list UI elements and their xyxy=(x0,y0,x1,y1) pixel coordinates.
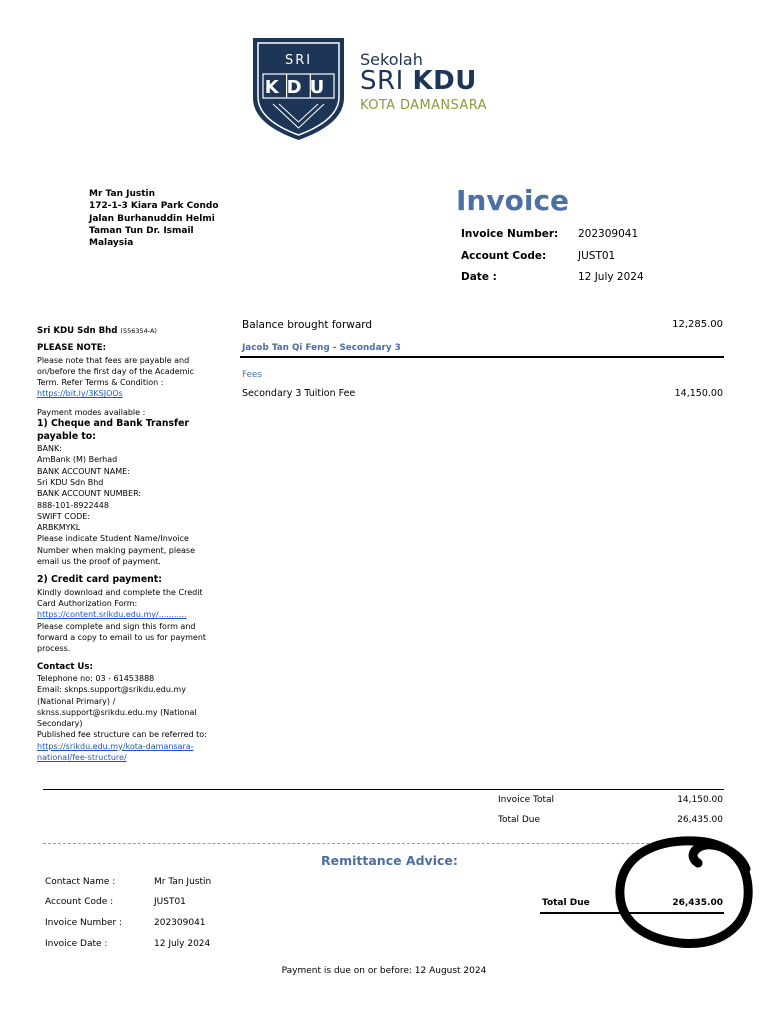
balance-brought-forward-value: 12,285.00 xyxy=(672,319,723,330)
recipient-name: Mr Tan Justin xyxy=(89,189,156,199)
invoice-total-value: 14,150.00 xyxy=(677,795,723,805)
contact-email: Email: sknps.support@srikdu.edu.my (National Primary) / sknss.support@srikdu.edu.my (National Secondary) xyxy=(37,685,197,729)
bank-line: AmBank (M) Berhad xyxy=(37,455,118,465)
totals-divider xyxy=(43,789,724,790)
recipient-address xyxy=(89,188,219,249)
please-note-title: PLEASE NOTE: xyxy=(37,343,107,354)
bank-line: 888-101-8922448 xyxy=(37,500,109,510)
total-due-value: 26,435.00 xyxy=(677,815,723,825)
company-name: Sri KDU Sdn Bhd (556354-A) xyxy=(37,326,157,336)
bank-line: BANK: xyxy=(37,444,62,454)
fees-section-label: Fees xyxy=(242,370,262,380)
please-note-text: Please note that fees are payable and on/before the first day of the Academic Term. Refer Terms & Condition : xyxy=(37,355,195,388)
indicate-text: Please indicate Student Name/Invoice Number when making payment, please email us the proof of payment. xyxy=(37,534,196,567)
invoice-number-label: Invoice Number: xyxy=(461,228,559,240)
total-due-label: Total Due xyxy=(498,815,541,825)
bank-line: Sri KDU Sdn Bhd xyxy=(37,477,104,487)
address-line: Malaysia xyxy=(89,238,134,249)
fee-item-description: Secondary 3 Tuition Fee xyxy=(242,388,356,399)
payment-modes-text: Payment modes available : xyxy=(37,407,146,417)
student-name: Jacob Tan Qi Feng - Secondary 3 xyxy=(242,343,401,353)
account-code-label: Account Code: xyxy=(461,250,547,262)
svg-text:SRI: SRI xyxy=(284,53,313,68)
fee-structure-link[interactable]: https://srikdu.edu.my/kota-damansara-national/fee-structure/ xyxy=(37,741,194,762)
handdrawn-circle-annotation xyxy=(600,825,760,960)
remit-date-value: 12 July 2024 xyxy=(154,939,211,949)
remit-invoice-label: Invoice Number : xyxy=(45,918,123,928)
logo-text-name: SRI KDU xyxy=(360,66,477,96)
remit-invoice-value: 202309041 xyxy=(154,918,206,928)
bank-line: ARBKMYKL xyxy=(37,523,81,533)
remit-contact-value: Mr Tan Justin xyxy=(154,877,212,887)
invoice-total-label: Invoice Total xyxy=(498,795,555,805)
remit-total-due-value: 26,435.00 xyxy=(672,898,723,908)
logo-text-campus: KOTA DAMANSARA xyxy=(360,98,487,113)
account-code-value: JUST01 xyxy=(578,250,616,262)
svg-text:KDU: KDU xyxy=(264,77,333,98)
cheque-title: 1) Cheque and Bank Transfer payable to: xyxy=(37,418,189,442)
remit-date-label: Invoice Date : xyxy=(45,939,108,949)
credit-card-text: Kindly download and complete the Credit Card Authorization Form: xyxy=(37,587,203,609)
school-crest-logo xyxy=(251,36,346,142)
address-line: 172-1-3 Kiara Park Condo xyxy=(89,201,219,212)
bank-line: BANK ACCOUNT NUMBER: xyxy=(37,489,142,499)
logo-text-sekolah: Sekolah xyxy=(360,50,423,69)
date-label: Date : xyxy=(461,271,497,283)
remit-total-due-label: Total Due xyxy=(542,898,590,908)
invoice-number-value: 202309041 xyxy=(578,228,639,240)
balance-brought-forward-label: Balance brought forward xyxy=(242,319,373,331)
credit-card-text-2: Please complete and sign this form and forward a copy to email to us for payment process. xyxy=(37,621,207,654)
contact-phone: Telephone no: 03 - 61453888 xyxy=(37,673,155,683)
terms-link[interactable]: https://bit.ly/3KSJOOs xyxy=(37,389,123,399)
fee-structure-text: Published fee structure can be referred to: xyxy=(37,730,207,740)
remit-account-label: Account Code : xyxy=(45,897,114,907)
bank-line: BANK ACCOUNT NAME: xyxy=(37,466,130,476)
invoice-title: Invoice xyxy=(456,184,570,217)
contact-title: Contact Us: xyxy=(37,661,93,672)
bank-line: SWIFT CODE: xyxy=(37,511,91,521)
address-line: Taman Tun Dr. Ismail xyxy=(89,225,194,236)
date-value: 12 July 2024 xyxy=(578,271,644,283)
payment-info-column xyxy=(37,326,207,763)
remittance-title: Remittance Advice: xyxy=(321,853,458,868)
credit-card-title: 2) Credit card payment: xyxy=(37,574,162,586)
fee-item-amount: 14,150.00 xyxy=(674,388,723,399)
remit-contact-label: Contact Name : xyxy=(45,877,116,887)
credit-card-form-link[interactable]: https://content.srikdu.edu.my/........... xyxy=(37,610,187,620)
payment-due-note: Payment is due on or before: 12 August 2024 xyxy=(281,966,487,976)
address-line: Jalan Burhanuddin Helmi xyxy=(89,213,215,224)
section-divider xyxy=(240,356,724,358)
remit-account-value: JUST01 xyxy=(154,897,186,907)
